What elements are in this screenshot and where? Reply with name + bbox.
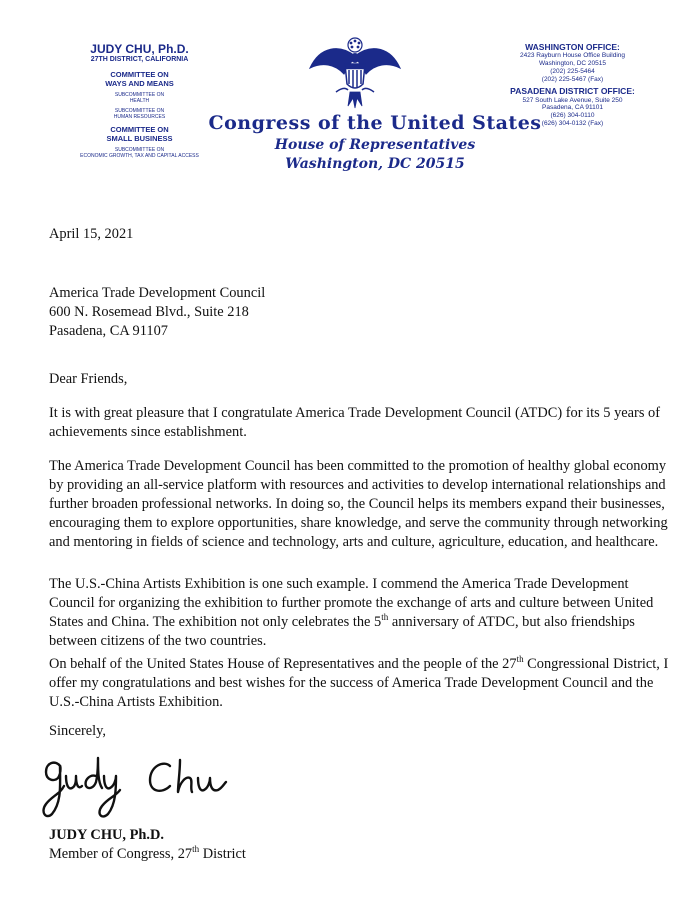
member-district: 27TH DISTRICT, CALIFORNIA [90,56,189,64]
paragraph-3: The U.S.-China Artists Exhibition is one such example. I commend the America Trade Development Council for organizing the exhibition to further promote the exchange of arts and culture between United States and China. The exhibition not only celebrates the 5th anniversary of ATDC, but also friendships between citizens of the two countries. [49,576,654,649]
signer-name: JUDY CHU, Ph.D. [49,827,164,843]
letter-date: April 15, 2021 [49,226,134,242]
pasadena-office-line: (626) 304-0132 (Fax) [541,119,604,127]
congress-title: Congress of the United States [208,112,542,134]
subcommittee-economic-growth: SUBCOMMITTEE ON ECONOMIC GROWTH, TAX AND CAPITAL ACCESS [80,146,199,159]
subcommittee-human-resources: SUBCOMMITTEE ON HUMAN RESOURCES [113,107,166,120]
committee-ways-means: COMMITTEE ON WAYS AND MEANS [105,69,174,88]
pasadena-office-line: Pasadena, CA 91101 [542,104,603,112]
recipient-address [49,284,669,341]
washington-office-heading: WASHINGTON OFFICE: [525,42,620,52]
pasadena-office-line: (626) 304-0110 [550,112,595,120]
handwritten-signature [38,752,238,824]
letterhead-right-block [490,42,655,128]
pasadena-office-heading: PASADENA DISTRICT OFFICE: [510,86,635,97]
subcommittee-health: SUBCOMMITTEE ON HEALTH [114,91,165,104]
recipient-line: Pasadena, CA 91107 [49,323,168,339]
committee-small-business: COMMITTEE ON SMALL BUSINESS [106,124,173,143]
washington-office-line: 2423 Rayburn House Office Building [519,52,626,60]
washington-office-line: (202) 225-5464 [550,67,595,75]
paragraph-1: It is with great pleasure that I congratulate America Trade Development Council (ATDC) for its 5 years of achievements since establishment. [49,405,661,440]
washington-title: Washington, DC 20515 [285,156,465,172]
paragraph-4: On behalf of the United States House of Representatives and the people of the 27th Congressional District, I offer my congratulations and best wishes for the success of America Trade Development Council and the U.S.-China Artists Exhibition. [49,654,669,710]
signer-title: Member of Congress, 27th District [49,844,246,862]
washington-office-line: (202) 225-5467 (Fax) [541,75,604,83]
recipient-line: 600 N. Rosemead Blvd., Suite 218 [49,304,249,320]
washington-office-line: Washington, DC 20515 [539,59,606,67]
closing: Sincerely, [49,723,107,739]
recipient-line: America Trade Development Council [49,285,266,301]
eagle-seal-icon [300,36,410,112]
pasadena-office-line: 527 South Lake Avenue, Suite 250 [522,96,623,104]
house-title: House of Representatives [274,137,476,153]
paragraph-2: The America Trade Development Council has been committed to the promotion of healthy global economy by providing an all-service platform with resources and activities to develop international relationships and further broaden professional networks. In doing so, the Council helps its members expand their businesses, encouraging them to explore opportunities, share knowledge, and serve the community through networking and mentoring in fields of science and technology, arts and culture, agriculture, education, and healthcare. [49,458,668,550]
salutation: Dear Friends, [49,371,128,387]
member-name: JUDY CHU, Ph.D. [90,42,189,56]
